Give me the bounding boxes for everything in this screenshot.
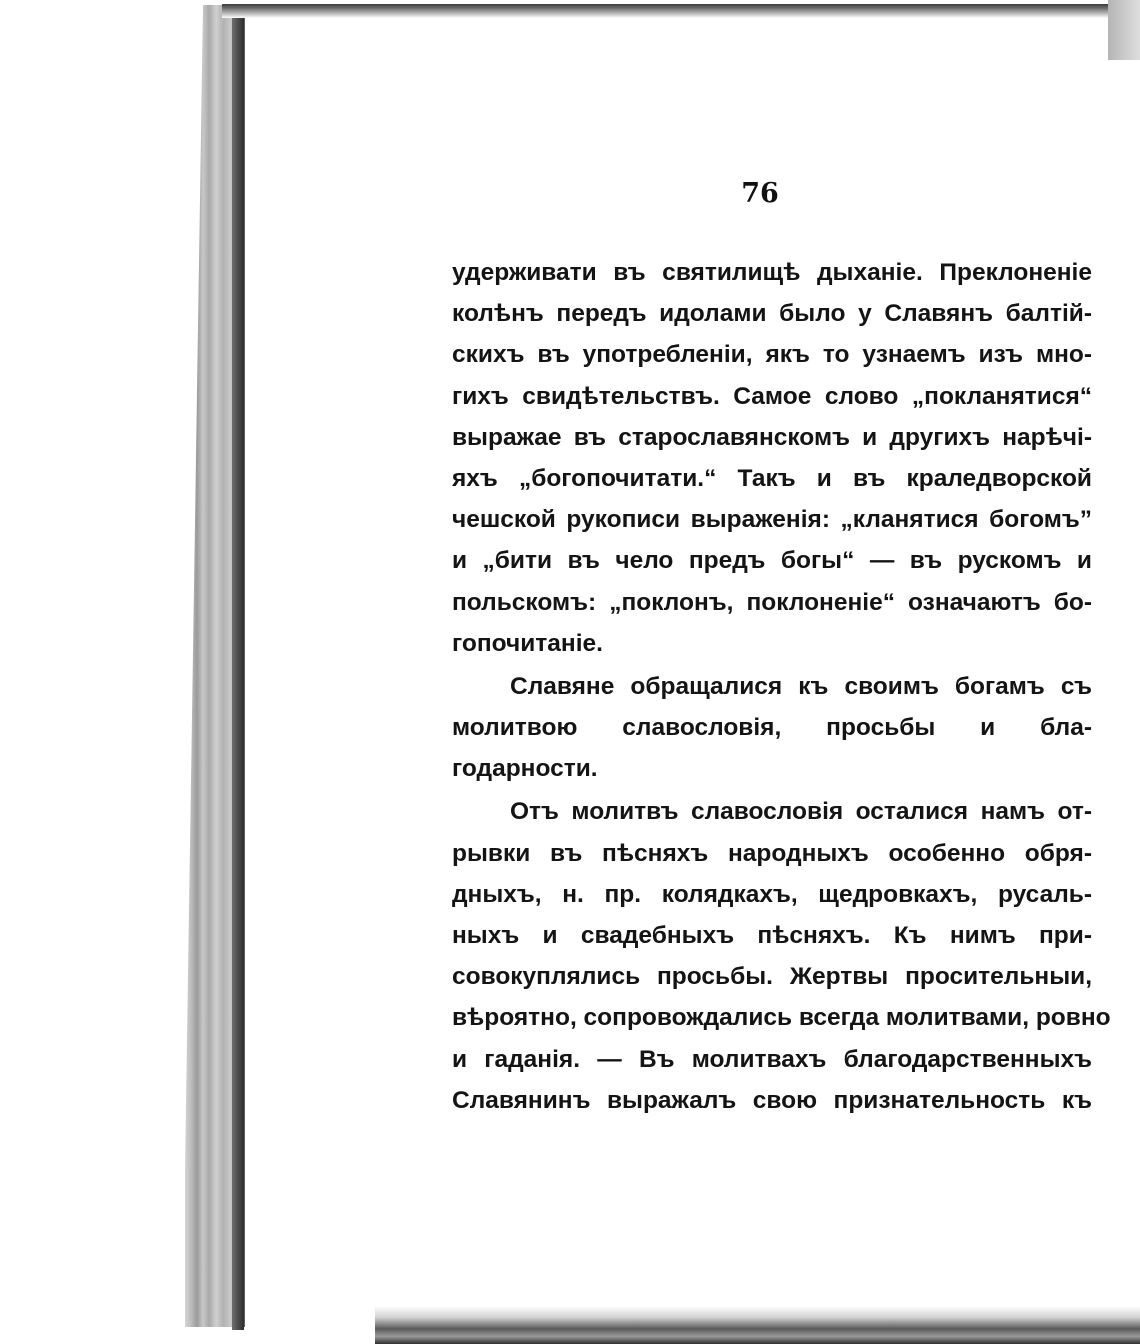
text-line: колѣнъ передъ идолами было у Славянъ балтій- — [452, 300, 1092, 328]
book-spine-shadow — [232, 5, 244, 1330]
text-line: гопочитаніе. — [452, 629, 603, 657]
text-line: удерживати въ святилищѣ дыханіе. Преклоненіе — [452, 259, 1092, 286]
text-line: молитвою славословія, просьбы и бла- — [452, 714, 1092, 742]
text-line: рывки въ пѣсняхъ народныхъ особенно обря- — [452, 839, 1092, 867]
text-line: и „бити въ чело предъ богы“ — въ рускомъ и — [452, 547, 1092, 575]
page-right-edge — [1108, 0, 1140, 60]
text-line: скихъ въ употребленіи, якъ то узнаемъ изъ мно- — [452, 341, 1092, 369]
text-line: польскомъ: „поклонъ, поклоненіе“ означаютъ бо- — [452, 588, 1092, 616]
page-bottom-edge — [375, 1306, 1140, 1344]
paragraph — [452, 666, 1092, 790]
text-line: ныхъ и свадебныхъ пѣсняхъ. Къ нимъ при- — [452, 922, 1092, 949]
text-line: вѣроятно, сопровождались всегда молитвами, ровно — [452, 1004, 1111, 1032]
text-line: гихъ свидѣтельствъ. Самое слово „покланятися“ — [452, 382, 1092, 410]
text-line: Славянинъ выражалъ свою признательность къ — [452, 1086, 1092, 1114]
text-line: годарности. — [452, 755, 598, 783]
text-line: выражае въ старославянскомъ и другихъ нарѣчі- — [452, 423, 1092, 451]
text-line: дныхъ, н. пр. колядкахъ, щедровкахъ, русаль- — [452, 880, 1092, 908]
text-line: и гаданія. — Въ молитвахъ благодарственныхъ — [452, 1045, 1092, 1073]
text-line: Отъ молитвъ славословія осталися намъ от- — [510, 798, 1092, 826]
page-number: 76 — [741, 178, 779, 209]
body-text — [452, 252, 1111, 1121]
page-top-edge — [222, 4, 1112, 18]
paragraph — [452, 252, 1092, 664]
text-line: Славяне обращалися къ своимъ богамъ съ — [510, 672, 1092, 700]
text-line: яхъ „богопочитати.“ Такъ и въ краледворской — [452, 464, 1092, 492]
text-line: чешской рукописи выраженія: „кланятися богомъ” — [452, 506, 1092, 534]
text-line: совокуплялись просьбы. Жертвы просительныи, — [452, 963, 1092, 991]
paragraph — [452, 791, 1111, 1121]
